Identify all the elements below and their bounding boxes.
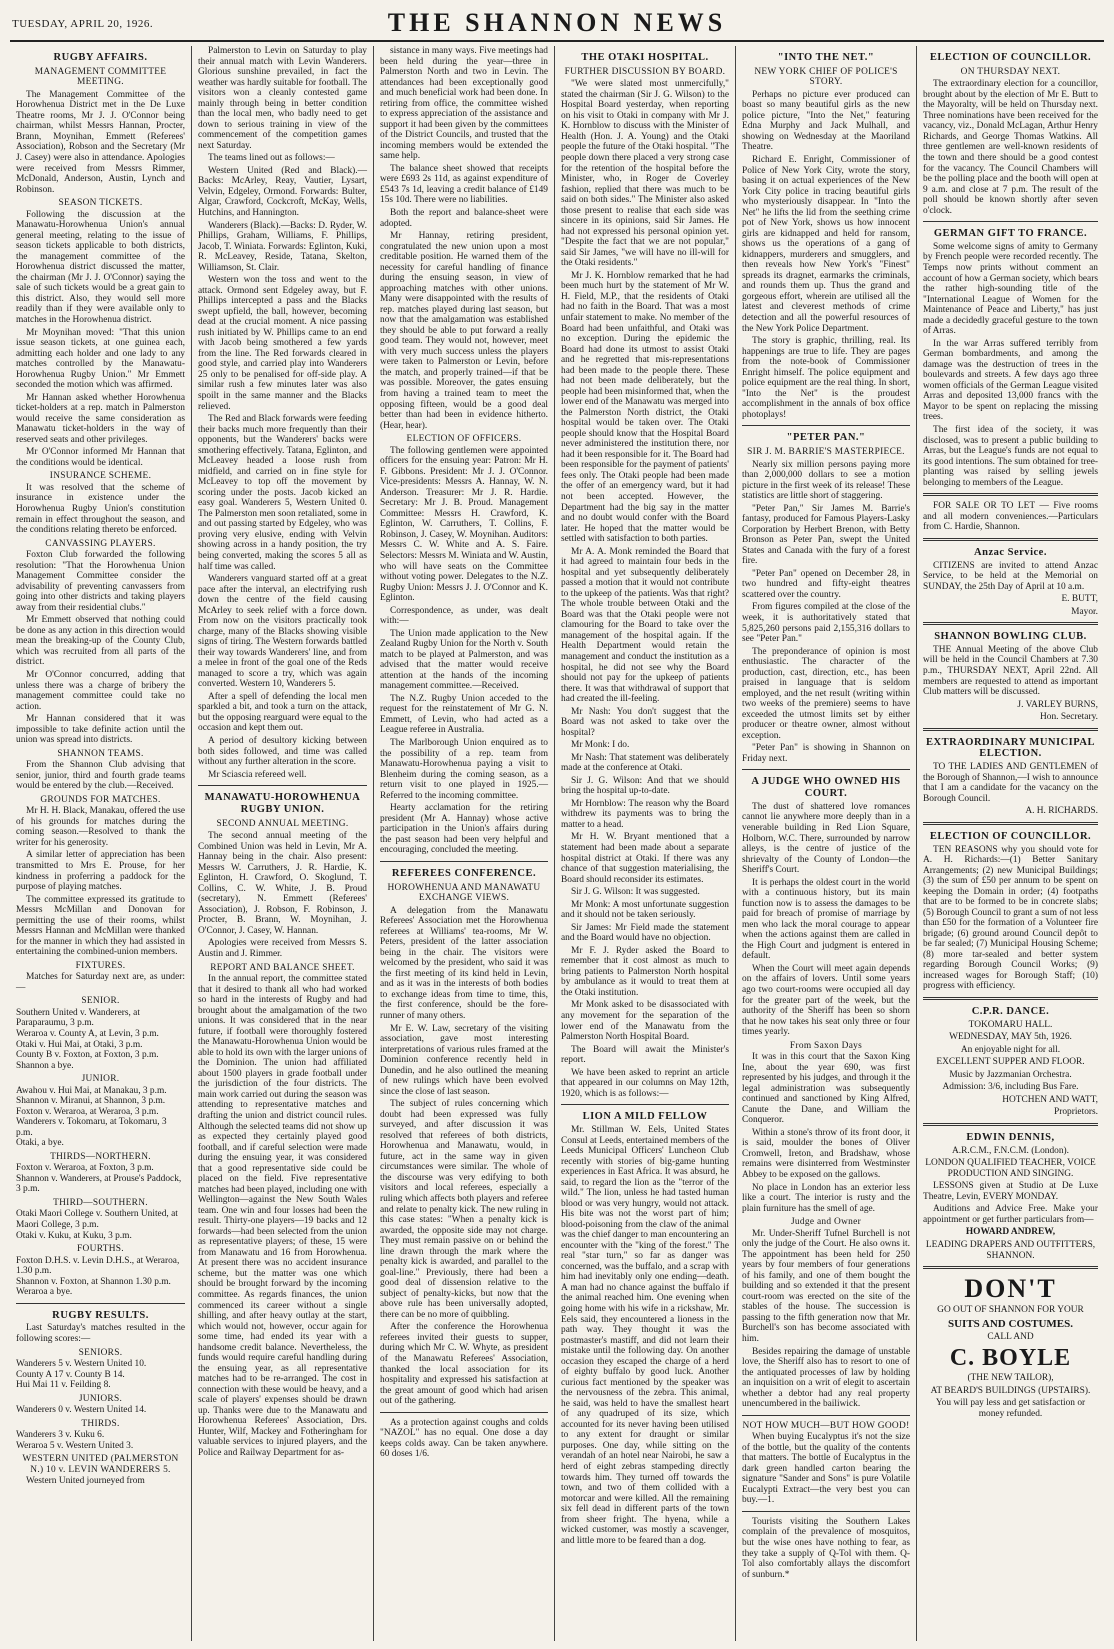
ad-line: You will pay less and get satisfaction or money refunded. [935,1398,1086,1419]
divider [380,1412,548,1413]
paragraph: Mr A. A. Monk reminded the Board that it had agreed to maintain four beds in the hospital and yet subsequently deliberately passed a motion that it would not contribute to the upkeep of the patients. Was that right? The whole trouble between Otaki and the Board was that the Otaki people were not clamouring for the Board to take over the management of the hospital again. If the Health Department would retain the management and conduct the institution as a hospital, he did not see why the Board should not pay for the upkeep of patients there. It was that withdrawal of support that had created the ill-feeling. [561,546,729,705]
ad-line: An enjoyable night for all. [960,1044,1061,1055]
headline-edwin-dennis: EDWIN DENNIS, [966,1131,1055,1143]
fixture-item: Shannon v. Miranui, at Shannon, 3 p.m. [16,1096,166,1107]
divider [923,1123,1098,1126]
headline-election: ELECTION OF COUNCILLOR. [929,52,1092,63]
paragraph: We have been asked to reprint an article that appeared in our columns on May 12th, 1920, which is as follows:— [561,1067,729,1099]
fixture-item: Shannon a bye. [16,1060,74,1071]
signature: HOTCHEN AND WATT, [1002,1094,1098,1105]
masthead [10,6,1104,42]
column-6 [917,46,1104,1641]
paragraph: A similar letter of appreciation has been transmitted to Mrs E. Prouse, for her kindness in proferring a paddock for the purpose of playing matches. [16,850,185,893]
subhead: ELECTION OF OFFICERS. [406,434,522,445]
boyle-name: C. BOYLE [949,1344,1072,1371]
headline-rugby-results: RUGBY RESULTS. [52,1309,149,1321]
result-item: Wanderers 5 v. Western United 10. [16,1359,147,1370]
headline-referees: REFEREES CONFERENCE. [391,867,537,879]
ad-line: (THE NEW TAILOR), [967,1373,1054,1384]
nazol-advert: As a protection against coughs and colds "NAZOL" has no equal. One dose a day keeps colds away. Can be taken anywhere. 60 doses 1/6. [380,1417,548,1460]
paragraph: Western won the toss and went to the attack. Ormond sent Edgeley away, but F. Phillips intercepted a pass and the Blacks swept upfield, the ball, however, becoming dead at the crucial moment. A nice passing rush initiated by W. Phillips came to an end with Jacob being smothered a few yards from the line. The Red forwards cleared in good style, and carried play into Wanderers 25 only to be penalised for off-side play. A similar rush a few minutes later was also spoilt in the same manner and the Blacks relieved. [198,275,367,412]
signature: A. H. RICHARDS. [1025,806,1098,817]
signature: E. BUTT, [1061,594,1098,605]
paragraph: Mr E. W. Law, secretary of the visiting association, gave most interesting interpretations of various rules framed at the Dominion conference recently held in Dunedin, and he also outlined the meaning of new rulings which have been evolved since the close of last season. [380,1023,548,1097]
paragraph: Apologies were received from Messrs S. Austin and J. Rimmer. [198,938,367,959]
paragraph: Following the discussion at the Manawatu-Horowhenua Union's annual general meeting, relating to the issue of season tickets applicable to both districts, the management committee of the Horowhenua district discussed the matter, the chairman (Mr J. J. O'Connor) saying the sale of such tickets would be a great gain to this district. Also, they would sell more readily than if they were available only to matches in the Horowhenua district. [16,209,185,325]
paragraph: CITIZENS are invited to attend Anzac Service, to be held at the Memorial on SUNDAY, the 25th Day of April at 10 a.m. [923,560,1098,592]
paragraph: The extraordinary election for a councillor, brought about by the election of Mr E. Butt to the Mayoralty, will be held on Thursday next. Three nominations have been received for the vacancy, viz., Donald McLagan, Arthur Henry Richards, and George Thomas Watkins. All three gentlemen are well-known residents of the town and there should be a good contest for the vacancy. The Council Chambers will be the polling place and the booth will open at 9 a.m. and close at 7 p.m. The result of the poll should be known shortly after seven o'clock. [923,79,1098,216]
paragraph: No place in London has an exterior less like a court. The interior is rusty and the plain furniture has the smell of age. [742,1182,910,1214]
headline-rugby-affairs: RUGBY AFFAIRS. [53,52,148,63]
grade-heading: THIRDS. [81,1418,120,1429]
fixture-item: Otaki v. Kuku, at Kuku, 3 p.m. [16,1230,132,1241]
paragraph: After a spell of defending the local men sparkled a bit, and took a turn on the attack, but the opposing rearguard were equal to the occasion and kept them out. [198,691,367,734]
paragraph: Mr Nash: You don't suggest that the Board was not asked to take over the hospital? [561,706,729,738]
headline-into-the-net: "INTO THE NET." [777,52,875,63]
paragraph: Sir James: Mr Field made the statement and the Board would have no objection. [561,922,729,944]
venue: TOKOMARU HALL. [968,1019,1053,1030]
divider [380,861,548,862]
fixture-item: Weraroa a bye. [16,1287,73,1298]
paragraph: Tourists visiting the Southern Lakes complain of the prevalence of mosquitos, but the wise ones have nothing to fear, as they take a supply of Q-Tol with them. Q-Tol also comfortably allays the discomfort of sunburn.* [742,1516,910,1580]
divider [561,1104,729,1105]
paragraph: The Red and Black forwards were feeding their backs much more frequently than their opponents, but the Wanderers' backs were smothering effectively. Tatana, Eglinton, and McLeavey headed a loose rush from midfield, and carried on in fine style for McLeavey to top off the movement by scoring under the posts. Jacob kicked an easy goal. Wanderers 5, Western United 0. The Palmerston men soon retaliated, some in and out passing started by Edgeley, who was proving very elusive, ending with Velvin showing across in a handy position, the try being converted, making the scores 5 all as half time was called. [198,414,367,572]
ad-line: EXCELLENT SUPPER AND FLOOR. [936,1057,1085,1068]
fixture-item: Foxton v. Weraroa, at Foxton, 3 p.m. [16,1163,154,1174]
subhead: Judge and Owner [790,1217,862,1228]
paragraph: Western United journeyed from [26,1476,145,1487]
subhead: From Saxon Days [789,1040,863,1051]
paragraph: Nearly six million persons paying more than 2,000,000 dollars to see a motion picture in the first week of its release! These statistics are little short of staggering. [742,459,910,502]
ad-line: GO OUT OF SHANNON FOR YOUR [937,1305,1084,1316]
headline-lion: LION A MILD FELLOW [582,1111,708,1123]
headline-election-councillor: ELECTION OF COUNCILLOR. [929,830,1092,842]
paragraph: Foxton Club forwarded the following resolution: "That the Horowhenua Union Management Committee consider the advisability of preventing canvassers from going into other districts and taking players away from their residential clubs." [16,550,185,613]
ad-line: CALL AND [987,1331,1034,1342]
headline-peter-pan: "PETER PAN." [786,432,866,444]
column-1 [10,46,192,1641]
divider [923,822,1098,825]
headline-otaki-hospital: THE OTAKI HOSPITAL. [581,52,709,63]
paragraph: "Peter Pan," Sir James M. Barrie's fantasy, produced for Famous Players-Lasky Corporation by Herbert Brenon, with Betty Bronson as Peter Pan, swept the United States and Canada with the fury of a forest fire. [742,503,910,567]
ad-line: LONDON QUALIFIED TEACHER, VOICE PRODUCTION AND SINGING. [925,1158,1096,1179]
paragraph: The N.Z. Rugby Union acceded to the request for the reinstatement of Mr G. N. Emmett, of Levin, who had acted as a League referee in Australia. [380,693,548,736]
divider [742,769,910,770]
subhead: REPORT AND BALANCE SHEET. [210,962,355,973]
paragraph: Besides repairing the damage of unstable love, the Sheriff also has to resort to one of the antiquated processes of law by holding an inquisition on a writ of elegit to ascertain whether a debtor had any real property unencumbered in the bailiwick. [742,1346,910,1410]
divider [923,728,1098,731]
paragraph: Palmerston to Levin on Saturday to play their annual match with Levin Wanderers. Glorious sunshine prevailed, in fact the weather was hardly suitable for football. The visitors won a cleanly contested game mainly through being in better condition than the local men, who badly need to get down to serious training in view of the commencement of the competition games next Saturday. [198,46,367,151]
subhead: NOT HOW MUCH—BUT HOW GOOD! [742,1420,910,1431]
paragraph: The Management Committee of the Horowhenua District met in the De Luxe Theatre rooms, Mr J. J. O'Connor being chairman, whilst Messrs Hannan, Procter, Brann, Moynihan, Emmett (Referees' Association), Robson and the Secretary (Mr J. Casey) were also in attendance. Apologies were received from Messrs Rimmer, McDonald, Anderson, Austin, Lynch and Robinson. [16,89,185,195]
newspaper-title: THE SHANNON NEWS [387,8,727,37]
grade-heading: FOURTHS. [77,1244,124,1255]
subhead-western-united: WESTERN UNITED (PALMERSTON N.) 10 v. LEVIN WANDERERS 5. [22,1454,179,1475]
paragraph: Correspondence, as under, was dealt with:— [380,605,548,627]
paragraph: Perhaps no picture ever produced can boast so many beautiful girls as the new police picture, "Into the Net," featuring Edna Murphy and Jack Mulhall, and showing on Wednesday at the Maoriland Theatre. [742,89,910,153]
paragraph: The committee expressed its gratitude to Messrs McMillan and Donovan for permitting the use of their rooms, whilst Messrs Hannan and McMillan were thanked for the manner in which they had assisted in entertaining the combined-union members. [16,894,185,958]
dont-headline: DON'T [964,1274,1057,1304]
paragraph: Mr J. K. Hornblow remarked that he had been much hurt by the statement of Mr W. H. Field, M.P., that the residents of Otaki had no faith in the Board. That was a most unfair statement to make. No member of the Board had been unfaithful, and Otaki was no exception. During the epidemic the Board had done its utmost to assist Otaki and he regretted that mis-representations had been made to the people there. These had not been made deliberately, but the people had been misinformed that, when the lower end of the Manawatu was merged into the Palmerston North district, the Otaki hospital would be taken over. The Otaki people should know that the Hospital Board never administered the institution there, nor had it been responsible for it. The Board had been responsible for the payment of patients' fees only. The Otaki people had been made the offer of an emergency ward, but it had not been accepted. However, the Department had the big say in the matter and no doubt would confer with the Board later. He hoped that the matter would be settled with satisfaction to both parties. [561,270,729,545]
paragraph: Sir J. G. Wilson: And that we should bring the hospital up-to-date. [561,775,729,797]
paragraph: The Union made application to the New Zealand Rugby Union for the North v. South match to be played at Palmerston, and was advised that the matter would receive attention at the hands of the incoming management committee.—Received. [380,628,548,692]
subhead: ON THURSDAY NEXT. [960,66,1061,77]
paragraph: The following gentlemen were appointed officers for the ensuing year: Patron: Mr H. F. Gibbons. President: Mr J. J. O'Connor. Vice-presidents: Messrs A. Hannay, W. N. Anderson. Treasurer: Mr J. R. Hardie. Secretary: Mr J. B. Proud. Management Committee: Messrs H. Crawford, K. Eglinton, W. Carruthers, T. Collins, F. Robinson, J. Casey, W. Moynihan. Auditors: Messrs C. W. White and A. S. Faire. Selectors: Messrs M. Winiata and W. Austin, who will have seats on the Committee without voting power. Delegates to the N.Z. Rugby Union: Messrs J. J. O'Connor and K. Eglinton. [380,445,548,604]
fixture-item: Otaki Maori College v. Southern United, at Maori College, 3 p.m. [16,1209,178,1230]
for-sale-advert: FOR SALE OR TO LET — Five rooms and all modern conveniences.—Particulars from C. Hardie, Shannon. [923,501,1098,533]
paragraph: Matches for Saturday next are, as under:— [16,972,185,993]
fixture-item: Shannon v. Wanderers, at Prouse's Paddock, 3 p.m. [16,1173,182,1195]
fixture-item: Foxton D.H.S. v. Levin D.H.S., at Weraroa, 1.30 p.m. [16,1255,180,1277]
signature: J. VARLEY BURNS, [1017,699,1098,710]
divider [742,1511,910,1512]
paragraph: After the conference the Horowhenua referees invited their guests to supper, during which Mr C. W. Whyte, as president of the Manawatu Referees' Association, thanked the local association for its hospitality and expressed his satisfaction at the great amount of good which had arisen out of the gathering. [380,1322,548,1407]
paragraph: A delegation from the Manawatu Referees' Association met the Horowhenua referees at Williams' tea-rooms, Mr W. Peters, president of the latter association being in the chair. The visitors were welcomed by the president, who said it was the first meeting of its kind held in Levin, and as it was in the interests of both bodies to exchange ideas from time to time, this, the first conference, should be the fore-runner of many others. [380,905,548,1021]
paragraph: LESSONS given at Studio at De Luxe Theatre, Levin, EVERY MONDAY. [923,1181,1098,1202]
paragraph: Western United (Red and Black).—Backs: McArley, Reay, Vautier, Lysart, Velvin, Edgeley, Ormond. Forwards: Bulter, Algar, Crawford, Cockcroft, McKay, Wells, Hutchins, and Hannington. [198,165,367,218]
paragraph: Hearty acclamation for the retiring president (Mr A. Hannay) whose active participation in the Union's affairs during the past season had been very helpful and encouraging, concluded the meeting. [380,803,548,856]
grade-heading: THIRD—SOUTHERN. [53,1197,148,1208]
headline-anzac: Anzac Service. [974,546,1047,558]
paragraph: Mr Hannay, retiring president, congratulated the new union upon a most creditable position. He warned them of the necessity for careful handling of finance during the ensuing season, in view of approaching matches with other unions. Many were disappointed with the results of rep. matches played during last season, but now that the amalgamation was established they should be able to put forward a really good team. They would not, however, meet with very much success unless the players were taken to Palmerston or Levin, before the match, and properly trained—if that be was possible. Moreover, the gates ensuing from having a trained team to meet the opposing fifteen, would be a good deal better than had been in evidence hitherto. (Hear, hear). [380,231,548,431]
event-date: WEDNESDAY, MAY 5th, 1926. [949,1032,1072,1043]
column-2 [192,46,374,1641]
signature-title: Mayor. [1071,606,1098,617]
result-item: Wanderers 3 v. Kuku 6. [16,1430,105,1441]
signature-title: Hon. Secretary. [1040,712,1098,723]
paragraph: Wanderers vanguard started off at a great pace after the interval, an electrifying rush down the centre of the field causing McArley to seek relief with a force down. From now on the visitors practically took charge, many of the Blacks showing visible signs of tiring. The Western forwards battled their way towards Wanderers' line, and from a melee in front of the goal one of the Reds managed to score a try, which was again converted. Western 10, Wanderers 5. [198,574,367,690]
paragraph: The second annual meeting of the Combined Union was held in Levin, Mr A. Hannay being in the chair. Also present: Messrs W. Carruthers, J. R. Hardie, K. Eglinton, H. Crawford, O. Skoglund, T. Collins, C. W. White, J. B. Proud (secretary), N. Emmett (Referees' Association), J. Robson, F. Robinson, J. Procter, B. Brann, W. Moynihan, J. O'Connor, J. Casey, W. Hannan. [198,831,367,936]
ad-line: LEADING DRAPERS AND OUTFITTERS, SHANNON. [925,1239,1096,1261]
divider [923,1266,1098,1269]
paragraph: The preponderance of opinion is most enthusiastic. The character of the production, cast, direction, etc., has been praised in language that is seldom employed, and the net result (writing within two weeks of the premiere) seems to have exceeded the utmost limits set by either producer or theatre owner, almost without exception. [742,646,910,741]
subhead: SEASON TICKETS. [58,198,143,209]
paragraph: When the Court will meet again depends on the affairs of lovers. Until some years ago two court-rooms were occupied all day for the greater part of the week, but the authority of the Sheriff has been so shorn that he now takes his seat only three or four times yearly. [742,963,910,1038]
divider [923,997,1098,1000]
paragraph: The subject of rules concerning which doubt had been expressed was fully surveyed, and after discussion it was resolved that referees of both districts, Horowhenua and Manawatu, would, in future, act in the same way in given circumstances were similar. The whole of the discourse was very edifying to both visitors and local referees, especially a ruling which affects both players and referee and relate to penalty kick. The new ruling in this case states: "When a penalty kick is awarded, the opposite side may not charge. They must remain passive on or behind the line drawn through the mark where the penalty kick is awarded, and parallel to the goal-line." Previously, there had been a good deal of dissension relative to the subject of penalty-kicks, but now that the above rule has been universally adopted, there can be no more of quibbling. [380,1099,548,1320]
paragraph: Mr Hannan considered that it was impossible to take definite action until the union was spread into districts. [16,714,185,746]
fixture-item: Shannon v. Foxton, at Shannon 1.30 p.m. [16,1276,171,1287]
column-5 [736,46,917,1641]
grade-heading: JUNIOR. [81,1074,120,1085]
subhead: GROUNDS FOR MATCHES. [40,794,161,805]
paragraph: sistance in many ways. Five meetings had been held during the year—three in Palmerston North and two in Levin. The attendances had been exceptionally good and much beneficial work had been done. In retiring from office, the committee wished to express appreciation of the assistance and support it had been given by the committees of the District Councils, and trusted that the incoming members would be extended the same help. [380,46,548,162]
paragraph: In the war Arras suffered terribly from German bombardments, and among the damage was the destruction of trees in the boulevards and streets. A few days ago three women officials of the German League visited Arras and deposited 13,000 francs with the Mayor to be spent on replacing the missing trees. [923,338,1098,423]
subhead: FIXTURES. [75,960,126,971]
subhead: SHANNON TEAMS. [57,748,144,759]
grade-heading: THIRDS—NORTHERN. [50,1151,151,1162]
grade-heading: JUNIORS. [78,1393,123,1404]
ad-line: Music by Jazzmanian Orchestra. [949,1069,1072,1080]
divider [742,425,910,426]
signature-title: Proprietors. [1053,1107,1098,1118]
paragraph: Richard E. Enright, Commissioner of Police of New York City, wrote the story, basing it on actual experiences of the New York City police in tracing beautiful girls who mysteriously disappear. In "Into the Net" he lifts the lid from the seething crime pot of New York, shows us how innocent girls are kidnapped and held for ransom, shows us the operations of a gang of kidnappers, murderers and smugglers, and then reveals how New York's "Finest" spreads its dragnet, earmarks the criminals, and rounds them up. Thus the grand and gorgeous effort, wherein are utilised all the latest and cleverest methods of crime detection and all the powerful resources of the New York Police Department. [742,155,910,334]
subhead: CANVASSING PLAYERS. [45,538,156,549]
paragraph: Mr H. W. Bryant mentioned that a statement had been made about a separate hospital district at Otaki. If there was any chance of that suggestion materialising, the Board should reconsider its estimates. [561,832,729,885]
fixture-item: County B v. Foxton, at Foxton, 3 p.m. [16,1050,159,1061]
paragraph: Within a stone's throw of its front door, it is said, moulder the bones of Oliver Cromwell, Ireton, and Bradshaw, whose remains were disinterred from Westminster Abbey to be exposed on the gallows. [742,1127,910,1180]
fixture-item: Foxton v. Weraroa, at Weraroa, 3 p.m. [16,1106,159,1117]
paragraph: Mr. Under-Sheriff Tufnel Burchell is not only the judge of the Court. He also owns it. The appointment has been held for 250 years by four members of four generations of his family, and one of them bought the building and so extended it that the present court-room was erected on the site of the stables of the house. The succession is passing to the fifth generation now that Mr. Burchell's son has become associated with him. [742,1228,910,1344]
paragraph: Mr O'Connor informed Mr Hannan that the conditions would be identical. [16,447,185,468]
subhead: HOROWHENUA AND MANAWATU EXCHANGE VIEWS. [387,882,541,904]
paragraph: THE Annual Meeting of the above Club will be held in the Council Chambers at 7.30 p.m., THURSDAY NEXT, April 22nd. All members are requested to attend as important Club matters will be discussed. [923,644,1098,698]
paragraph: The Board will await the Minister's report. [561,1044,729,1066]
headline-manawatu-horowhenua: MANAWATU-HOROWHENUA RUGBY UNION. [204,792,361,815]
paragraph: Mr. Stillman W. Eels, United States Consul at Leeds, entertained members of the Leeds Municipal Officers' Luncheon Club recently with stories of big-game hunting experiences in East Africa. It was absurd, he said, to regard the lion as the "terror of the wild." The lion, unless he had tasted human blood or was very hungry, would not attack. His bite was not the worst part of him; blood-poisoning from the claw of the animal was the chief danger to man encountering an encounter with the "king of the forest." The real "star turn," so far as danger was concerned, was the buffalo, and a scrap with him had inevitably only one ending—death. A man had no chance against the buffalo if the animal reached him. One evening when going home with his wife in a rickshaw, Mr. Eels said, they encountered a lioness in the path way. They thought it was the postmaster's mastiff, and did not learn their mistake until the following day. On another occasion they escaped the charge of a herd of eighty buffalo by good luck. Another curious fact mentioned by the speaker was the nervousness of the zebra. This animal, he said, was held to have the smallest heart of any quadruped of its size, which accounted for its never having been utilised to any extent for draught or similar purposes. One day, while sitting on the verandah of an hotel near Nairobi, he saw a herd of eight zebras stampeding directly towards him. They turned off towards the town, and two of them collided with a motorcar and were killed. All the remaining six fell dead in different parts of the town from sheer fright. The hyena, while a wicked customer, was mostly a scavenger, and little more to be feared than a dog. [561,1124,729,1546]
subhead: FURTHER DISCUSSION BY BOARD. [564,66,726,77]
paragraph: A period of desultory kicking between both sides followed, and time was called without any further alteration in the score. [198,736,367,768]
grade-heading: SENIOR. [81,996,120,1007]
paragraph: "We were slated most unmercifully," stated the chairman (Sir J. G. Wilson) to the Hospital Board yesterday, when reporting on his visit to Otaki in company with Mr J. K. Hornblow to discuss with the Minister of Health (Hon. J. A. Young) and the Otaki people the future of the Otaki hospital. "The people down there placed a very strong case for the retention of the hospital before the Minister, who, in Roger de Coverley fashion, replied that there was much to be said on both sides." The Minister also asked those present to realise that each side was sincere in its opinions, said Sir James. He had not expressed his personal opinion yet. "Despite the fact that we are not popular," said Sir James, "we will have no ill-will for the Otaki residents." [561,79,729,269]
fixture-item: Wanderers v. Tokomaru, at Tokomaru, 3 p.m. [16,1117,167,1138]
paragraph: The Marlborough Union enquired as to the possibility of a rep. team from Manawatu-Horowhenua paying a visit to Blenheim during the coming season, as a return visit to one played in 1925.—Referred to the incoming committee. [380,738,548,801]
paragraph: It was in this court that the Saxon King Ine, about the year 690, was first represented by his judges, and through it the legal administration was subsequently continued and sanctioned by King Alfred, Canute the Dane, and William the Conqueror. [742,1052,910,1126]
paragraph: The dust of shattered love romances cannot lie anywhere more deeply than in a venerable building in Red Lion Square, Holborn, W.C. There, surrounded by narrow alleys, is the centre of justice of the shrievalty of the County of London—the Sheriff's Court. [742,801,910,876]
headline-judge: A JUDGE WHO OWNED HIS COURT. [751,776,901,800]
paragraph: Mr F. J. Ryder asked the Board to remember that it cost almost as much to bring patients to Palmerston North hospital by ambulance as it would to treat them at the Otaki institution. [561,945,729,998]
divider [923,622,1098,625]
paragraph: Sir J. G. Wilson: It was suggested. [571,887,700,898]
paragraph: In the annual report, the committee stated that it desired to thank all who had worked so hard in the interests of Rugby and had brought about the amalgamation of the two unions. It was considered that in the near future, if football were thoroughly fostered the Manawatu-Horowhenua Union would be able to hold its own with the larger unions of the Dominion. The union had affiliated about 1500 players in grade football under the jurisdiction of the four districts. The main work carried out during the season was attending to representative matches and drafting the union and district council rules. Although the selected teams did not show up as expected they certainly played good football, and if careful selection were made during the ensuing year, it was considered that a good representative side could be placed on the field. Five representative matches had been played, including one with Wellington—against the New South Wales team. One win and four losses had been the result. Thirty-one players—19 backs and 12 forwards—had been selected from the union as representative players; of these, 15 were from Manawatu and 16 from Horowhenua. At present there was no accident insurance scheme, but the matter was one which should be brought forward by the incoming committee. As regards finances, the union commenced its career without a single shilling, and after heavy outlay at the start, which would not, however, occur again for some time, had ended its year with a handsome credit balance. Nevertheless, the funds would require careful handling during the ensuing year, as all representative matches had to be re-arranged. The cost in connection with these would be heavy, and a scale of players' expenses should be drawn up. Thanks were due to the Manawatu and Horowhenua Referees' Association, Drs. Hunter, Wilf, Mackey and Fotheringham for valuable services to injured players, and the Police and Railway Department for as- [198,974,367,1458]
grade-heading: SENIORS. [78,1347,123,1358]
paragraph: "Peter Pan" opened on December 28, in two hundred and fifty-eight theatres scattered over the country. [742,568,910,600]
howard-andrew: HOWARD ANDREW, [965,1227,1056,1238]
paragraph: Mr Monk asked to be disassociated with any movement for the separation of the lower end of the Manawatu from the Palmerston North Hospital Board. [561,1000,729,1043]
paragraph: From the Shannon Club advising that senior, junior, third and fourth grade teams would be entered by the club.—Received. [16,760,185,792]
paragraph: The story is graphic, thrilling, real. Its happenings are true to life. They are pages from the note-book of Commissioner Enright himself. The police equipment and police equipment are the real thing. In short, "Into the Net" is the proudest accomplishment in the annals of box office photoplays! [742,336,910,420]
divider [16,1303,185,1304]
divider [742,1415,910,1416]
fixture-item: Southern United v. Wanderers, at Paraparaumu, 3 p.m. [16,1007,140,1029]
result-item: Weraroa 5 v. Western United 3. [16,1440,134,1451]
subhead: INSURANCE SCHEME. [49,471,152,482]
paragraph: "Peter Pan" is showing in Shannon on Friday next. [742,743,910,764]
paragraph: Mr Emmett observed that nothing could be done as any action in this direction would mean the breaking-up of the County Club, which was recruited from all parts of the district. [16,615,185,668]
column-3 [374,46,555,1641]
result-item: County A 17 v. County B 14. [16,1369,125,1380]
paragraph: It was resolved that the scheme of insurance in existence under the Horowhenua Rugby Union's constitution remain in effect throughout the season, and the conditions relating thereto be enforced. [16,482,185,536]
subhead: SIR J. M. BARRIE'S MASTERPIECE. [747,447,905,458]
paragraph: TO THE LADIES AND GENTLEMEN of the Borough of Shannon,—I wish to announce that I am a candidate for the vacancy on the Borough Council. [923,762,1098,804]
paragraph: Last Saturday's matches resulted in the following scores:— [16,1323,185,1344]
ad-line: AT BEARD'S BUILDINGS (UPSTAIRS). [930,1385,1091,1396]
fixture-item: Weraroa v. County A, at Levin, 3 p.m. [16,1028,159,1039]
ad-line: Admission: 3/6, including Bus Fare. [942,1082,1079,1093]
paragraph: Mr Monk: I do. [571,740,630,751]
ad-line: SUITS AND COSTUMES. [947,1317,1073,1330]
result-item: Hui Mai 11 v. Feilding 8. [16,1380,111,1391]
paragraph: Mr O'Connor concurred, adding that unless there was a charge of bribery the management committee could take no action. [16,669,185,712]
headline-bowling: SHANNON BOWLING CLUB. [934,631,1087,643]
columns [10,46,1104,1641]
paragraph: The teams lined out as follows:— [208,153,335,164]
headline-extraordinary: EXTRAORDINARY MUNICIPAL ELECTION. [926,736,1095,760]
paragraph: Mr Hannan asked whether Horowhenua ticket-holders at a rep. match in Palmerston would receive the same consideration as Manawatu ticket-holders in the way of reserved seats and other privileges. [16,392,185,445]
paragraph: Some welcome signs of amity to Germany by French people were recorded recently. The Temps now prints without comment an account of how a German society, which bears the rather high-sounding title of the "International League of Women for the Maintenance of Peace and Liberty," has just made a decidedly graceful gesture to the town of Arras. [923,241,1098,337]
paragraph: TEN REASONS why you should vote for A. H. Richards:—(1) Better Sanitary Arrangements; (2) new Municipal Buildings; (3) the sum of £50 per annum to be spent on keeping the Domain in order; (4) footpaths that are to be formed to be in concrete slabs; (5) Borough Council to grant a sum of not less than £50 for the formation of a Volunteer fire brigade; (6) ground around Council depôt to be far sealed; (7) Municipal Housing Scheme; (8) more tar-sealed and better system regarding Borough Council Works; (9) increased wages for Borough Staff; (10) progress with efficiency. [923,844,1098,992]
paragraph: From figures compiled at the close of the week, it is authoritatively stated that 5,825,260 persons paid 2,155,316 dollars to see "Peter Pan." [742,602,910,645]
headline-cpr-dance: C.P.R. DANCE. [971,1005,1050,1017]
result-item: Wanderers 0 v. Western United 14. [16,1405,147,1416]
divider [923,493,1098,496]
paragraph: Mr Moynihan moved: "That this union issue season tickets, at one guinea each, admitting each holder and one lady to any matches controlled by the Manawatu-Horowhenua Rugby Union." Mr Emmett seconded the motion which was affirmed. [16,327,185,391]
column-4 [555,46,736,1641]
paragraph: Auditions and Advice Free. Make your appointment or get further particulars from— [923,1204,1098,1225]
subhead: SECOND ANNUAL MEETING. [216,818,349,829]
issue-date: TUESDAY, APRIL 20, 1926. [12,18,154,30]
paragraph: The balance sheet showed that receipts were £693 2s 11d, as against expenditure of £543 7s 1d, leaving a credit balance of £149 15s 10d. There were no liabilities. [380,163,548,206]
fixture-item: Otaki, a bye. [16,1138,64,1149]
fixture-item: Awahou v. Hui Mai, at Manakau, 3 p.m. [16,1085,167,1096]
paragraph: The first idea of the society, it was disclosed, was to present a public building to Arras, but the League's funds are not equal to its good intentions. The sum obtained for tree-planting was raised by selling jewels belonging to members of the League. [923,424,1098,488]
paragraph: Wanderers (Black).—Backs: D. Ryder, W. Phillips, Graham, Williams, F. Phillips, Jacob, T. Winiata. Forwards: Eglinton, Kuki, R. McLeavey, Reside, Tatana, Skelton, Williamson, St. Clair. [198,220,367,273]
divider [198,785,367,786]
headline-german-gift: GERMAN GIFT TO FRANCE. [933,228,1088,240]
paragraph: Mr Hornblow: The reason why the Board withdrew its payments was to bring the matter to a head. [561,798,729,830]
paragraph: Mr Sciascia refereed well. [208,769,307,780]
subhead-management: MANAGEMENT COMMITTEE MEETING. [34,66,167,88]
subhead: NEW YORK CHIEF OF POLICE'S STORY. [754,66,898,88]
paragraph: Both the report and balance-sheet were adopted. [380,207,548,229]
paragraph: It is perhaps the oldest court in the world with a continuous history, but its main function now is to assess the damages to be paid for breach of promise of marriage by men who lack the moral courage to appear when the actions against them are called in the High Court and judgment is entered in default. [742,877,910,962]
paragraph: Mr Monk: A most unfortunate suggestion and it should not be taken seriously. [561,899,729,921]
paragraph: Mr Nash: That statement was deliberately made at the conference at Otaki. [561,752,729,774]
paragraph: When buying Eucalyptus it's not the size of the bottle, but the quality of the contents that matters. The bottle of Eucalyptus in the dark green handled carton bearing the signature "Sander and Sons" is pure Volatile Eucalypti Extract—the very best you can buy.—1. [742,1432,910,1506]
qualification: A.R.C.M., F.N.C.M. (London). [952,1145,1069,1156]
paragraph: Mr H. H. Black, Manakau, offered the use of his grounds for matches during the coming season.—Resolved to thank the writer for his generosity. [16,806,185,848]
fixture-item: Otaki v. Hui Mai, at Otaki, 3 p.m. [16,1039,143,1050]
divider [923,221,1098,222]
divider [923,538,1098,541]
